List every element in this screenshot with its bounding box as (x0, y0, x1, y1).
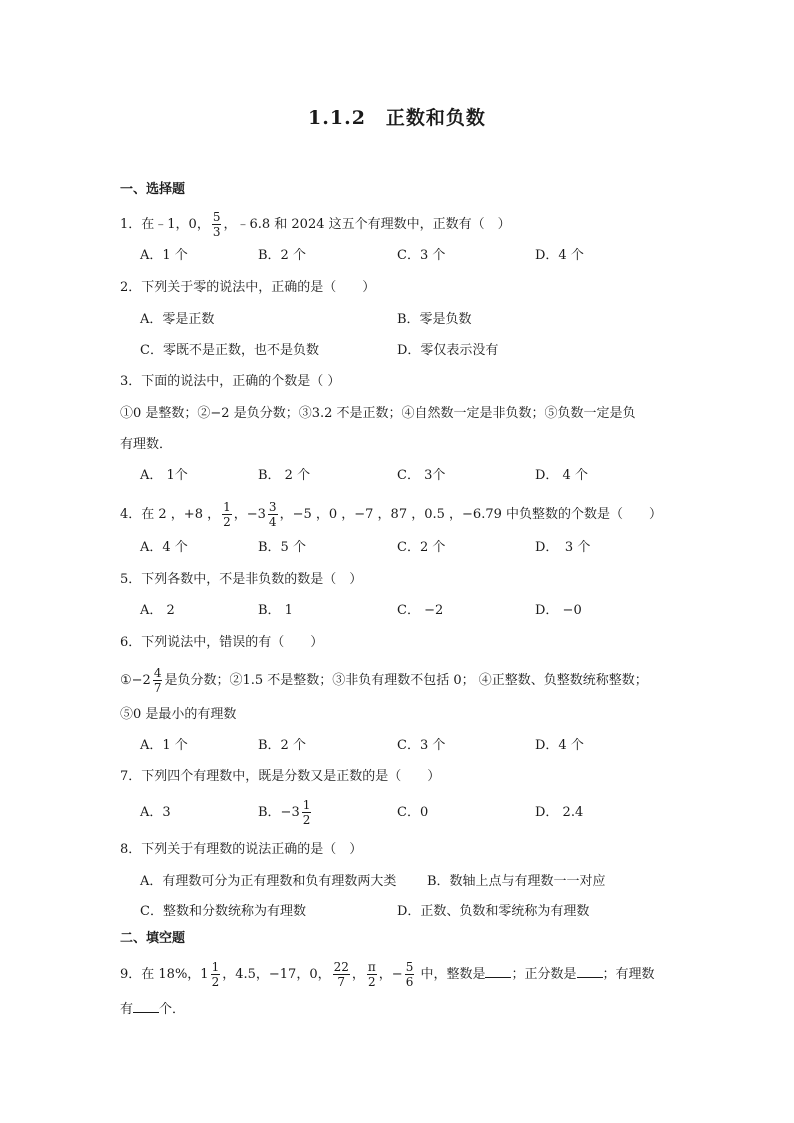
q6-statements-line-1 (120, 666, 648, 695)
question-7-stem: 7．下列四个有理数中，既是分数又是正数的是（ ） (120, 769, 441, 784)
q9-fraction-1-denominator: 2 (211, 975, 220, 989)
question-3-stem: 3．下面的说法中，正确的个数是（ ） (120, 374, 341, 389)
q9-text-mid-3: ，− (378, 967, 403, 982)
q7-option-b[interactable] (258, 798, 313, 827)
question-6-stem: 6．下列说法中，错误的有（ ） (120, 635, 324, 650)
question-8-stem: 8．下列关于有理数的说法正确的是（ ） (120, 842, 363, 857)
q6-fraction-numerator: 4 (153, 666, 162, 680)
q4-fraction-2-numerator: 3 (268, 500, 277, 514)
q1-text-post: ，﹣6.8 和 2024 这五个有理数中，正数有（ ） (223, 217, 511, 232)
q4-text-pre: 4．在 2 ，+8 ， (120, 507, 221, 522)
q9-text-mid-1: ，4.5，−17，0， (222, 967, 331, 982)
q4-fraction-1-numerator: 1 (223, 500, 231, 514)
q5-option-d[interactable]: D． −0 (535, 603, 582, 618)
q6-statements-line-2: ⑤0 是最小的有理数 (120, 707, 237, 722)
q4-option-b[interactable]: B．5 个 (258, 540, 306, 555)
q9-answer-blank-rational-count[interactable] (133, 998, 159, 1013)
q9-text-mid-6: ；有理数 (602, 967, 655, 982)
q8-option-c[interactable]: C．整数和分数统称为有理数 (140, 904, 306, 919)
q9-text-line2-b: 个． (159, 1002, 186, 1017)
q1-option-b[interactable]: B．2 个 (258, 248, 306, 263)
q4-fraction-2-denominator: 4 (268, 515, 277, 529)
q6-option-c[interactable]: C．3 个 (397, 738, 446, 753)
question-2-stem: 2．下列关于零的说法中，正确的是（ ） (120, 280, 376, 295)
q9-text-pre: 9．在 18%，1 (120, 967, 209, 982)
q3-statements-line-2: 有理数． (120, 437, 173, 452)
q9-text-mid-5: ；正分数是 (511, 967, 577, 982)
q9-answer-blank-integers[interactable] (485, 963, 511, 978)
q1-text-pre: 1．在﹣1，0， (120, 217, 210, 232)
q3-option-c[interactable]: C． 3个 (397, 468, 446, 483)
q9-fraction-2-denominator: 7 (337, 975, 346, 989)
q9-text-line2-a: 有 (120, 1002, 134, 1017)
q5-option-a[interactable]: A． 2 (140, 603, 175, 618)
q1-fraction (212, 210, 222, 239)
q9-fraction-3-denominator: 2 (368, 975, 376, 989)
q4-text-mid: ，−3 (233, 507, 266, 522)
q3-option-a[interactable]: A． 1个 (140, 468, 188, 483)
q7-option-a[interactable]: A．3 (140, 805, 171, 820)
q7-option-c[interactable]: C．0 (397, 805, 429, 820)
q1-option-d[interactable]: D．4 个 (535, 248, 584, 263)
q9-fraction-1 (211, 960, 221, 989)
q4-option-a[interactable]: A．4 个 (140, 540, 188, 555)
q2-option-c[interactable]: C．零既不是正数，也不是负数 (140, 343, 319, 358)
q7-option-b-denominator: 2 (302, 813, 311, 827)
q9-line-2 (120, 998, 185, 1020)
q7-option-b-numerator: 1 (302, 798, 311, 812)
q8-option-a[interactable]: A．有理数可分为正有理数和负有理数两大类 (140, 874, 397, 889)
q9-fraction-1-numerator: 1 (211, 960, 220, 974)
q4-option-d[interactable]: D． 3 个 (535, 540, 591, 555)
q9-fraction-2 (333, 960, 350, 989)
section-heading-fill-blank: 二、填空题 (120, 931, 186, 946)
q1-fraction-denominator: 3 (212, 225, 221, 239)
q2-option-b[interactable]: B．零是负数 (397, 312, 472, 327)
q5-option-c[interactable]: C． −2 (397, 603, 444, 618)
q6-option-a[interactable]: A．1 个 (140, 738, 188, 753)
q8-option-d[interactable]: D．正数、负数和零统称为有理数 (397, 904, 590, 919)
q9-fraction-4-numerator: 5 (405, 960, 414, 974)
q1-option-c[interactable]: C．3 个 (397, 248, 446, 263)
question-5-stem: 5．下列各数中，不是非负数的数是（ ） (120, 572, 363, 587)
q7-option-d[interactable]: D． 2.4 (535, 805, 584, 820)
q4-fraction-1 (222, 500, 232, 529)
q4-fraction-1-denominator: 2 (223, 515, 231, 529)
q7-option-b-fraction (302, 798, 312, 827)
q1-fraction-numerator: 5 (212, 210, 221, 224)
q6-option-d[interactable]: D．4 个 (535, 738, 584, 753)
q9-text-mid-2: ， (351, 967, 365, 982)
q6-fraction-denominator: 7 (153, 681, 162, 695)
q4-text-post: ，−5 ，0 ，−7 ，87 ，0.5 ，−6.79 中负整数的个数是（ ） (279, 507, 663, 522)
q6-fraction (153, 666, 163, 695)
question-9-stem (120, 960, 655, 989)
q7-option-b-text: B．−3 (258, 805, 300, 820)
q9-fraction-3 (367, 960, 377, 989)
q3-option-b[interactable]: B． 2 个 (258, 468, 311, 483)
q9-fraction-4-denominator: 6 (405, 975, 414, 989)
question-1-stem (120, 210, 511, 239)
section-heading-choice: 一、选择题 (120, 182, 186, 197)
q3-statements-line-1: ①0 是整数；②−2 是负分数；③3.2 不是正数；④自然数一定是非负数；⑤负数一定是负 (120, 406, 636, 421)
page-title: 1.1.2 正数和负数 (308, 107, 486, 129)
question-4-stem (120, 500, 662, 529)
q5-option-b[interactable]: B． 1 (258, 603, 293, 618)
q4-option-c[interactable]: C．2 个 (397, 540, 446, 555)
q9-answer-blank-positive-fractions[interactable] (577, 963, 603, 978)
q8-option-b[interactable]: B．数轴上点与有理数一一对应 (427, 874, 606, 889)
q6-text-post: 是负分数；②1.5 不是整数；③非负有理数不包括 0； ④正整数、负整数统称整数； (164, 673, 648, 688)
q9-fraction-4 (405, 960, 415, 989)
q3-option-d[interactable]: D． 4 个 (535, 468, 588, 483)
q9-fraction-2-numerator: 22 (333, 960, 349, 974)
q6-option-b[interactable]: B．2 个 (258, 738, 306, 753)
q2-option-a[interactable]: A．零是正数 (140, 312, 215, 327)
q9-text-mid-4: 中，整数是 (416, 967, 486, 982)
q6-text-pre: ①−2 (120, 673, 151, 688)
q1-option-a[interactable]: A．1 个 (140, 248, 188, 263)
q2-option-d[interactable]: D．零仅表示没有 (397, 343, 499, 358)
q4-fraction-2 (268, 500, 278, 529)
q9-fraction-3-numerator: π (367, 960, 376, 974)
